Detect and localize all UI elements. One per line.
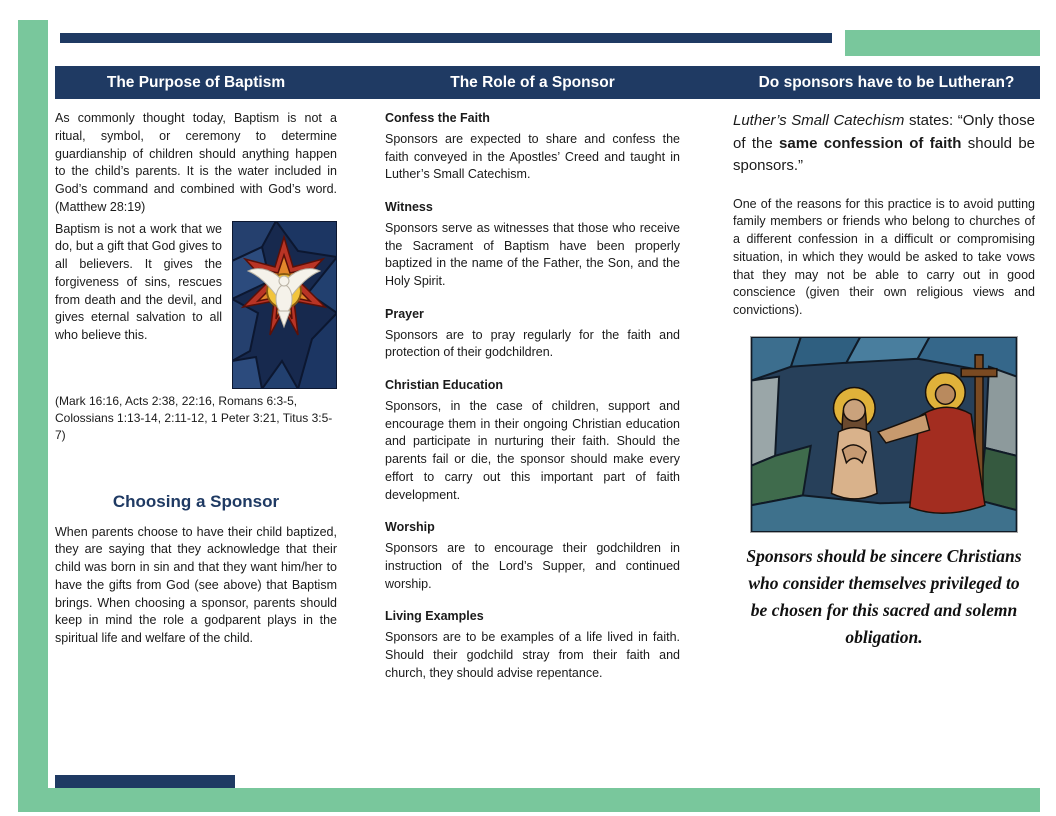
left-green-accent-bar: [18, 20, 48, 812]
choosing-a-sponsor-heading: Choosing a Sponsor: [112, 491, 280, 511]
section-prayer: [385, 306, 680, 362]
scripture-references: (Mark 16:16, Acts 2:38, 22:16, Romans 6:3-5, Colossians 1:13-14, 2:11-12, 1 Peter 3:21, Titus 3:5-7): [55, 393, 333, 442]
bottom-green-accent-bar: [18, 788, 1040, 812]
section-title: Christian Education: [385, 378, 504, 392]
section-body: Sponsors are expected to share and confess the faith conveyed in the Apostles’ Creed and taught in Luther’s Small Catechism.: [385, 131, 680, 182]
section-title: Witness: [385, 200, 433, 214]
section-living-examples: [385, 608, 680, 682]
catechism-quote-mid: states: “Only those of the: [733, 112, 1035, 152]
section-title: Prayer: [385, 306, 424, 321]
baptism-stained-glass-image: [750, 336, 1018, 533]
section-confess-the-faith: [385, 110, 680, 184]
column-header-band: [55, 66, 1040, 99]
section-body: Sponsors are to encourage their godchildren in instruction of the Lord’s Supper, and continued worship.: [385, 541, 680, 591]
section-body: Sponsors, in the case of children, support and encourage them in their ongoing Christian education and participate in nurturing their faith. Should the parents fail or die, the sponsor should make every effort to carry out this important part of faith development.: [385, 398, 680, 502]
purpose-wrap-block: [55, 221, 337, 345]
top-right-green-block: [845, 30, 1040, 56]
purpose-paragraph-1: As commonly thought today, Baptism is not a ritual, symbol, or ceremony to determine guardianship of children should anything happen to the child’s parents. It is the water included in God’s command and combined with God’s word. (Matthew 28:19): [55, 111, 337, 214]
top-navy-rule: [60, 33, 832, 43]
section-worship: [385, 519, 680, 593]
catechism-quote-bold: same confession of faith: [779, 134, 962, 152]
section-title: Living Examples: [385, 609, 484, 624]
sponsor-caption: Sponsors should be sincere Christians who consider themselves privileged to be chosen for this sacred and solemn obligation.: [746, 545, 1022, 648]
section-body: Sponsors serve as witnesses that those who receive the Sacrament of Baptism have been properly baptized in the name of the Father, the Son, and the Holy Spirit.: [385, 220, 680, 288]
section-title: Worship: [385, 520, 435, 535]
column-purpose-of-baptism: [55, 110, 337, 648]
catechism-quote-source: Luther’s Small Catechism: [733, 112, 905, 129]
section-body: Sponsors are to be examples of a life lived in faith. Should their godchild stray from their faith and church, they should advise repentance.: [385, 630, 680, 680]
dove-stained-glass-image: [232, 221, 337, 389]
choosing-sponsor-paragraph: When parents choose to have their child baptized, they are saying that they acknowledge that their child was born in sin and that they want him/her to have the gifts from God (see above) that Baptism brings. When choosing a sponsor, parents should keep in mind the role a godparent plays in the spiritual life and welfare of the child.: [55, 524, 337, 646]
header-sponsors-lutheran: Do sponsors have to be Lutheran?: [758, 74, 1015, 91]
catechism-quote: [733, 110, 1035, 178]
column-sponsors-lutheran: [733, 110, 1035, 651]
lutheran-reason-paragraph: One of the reasons for this practice is to avoid putting family members or friends who belong to churches of a different confession in a difficult or compromising situation, in which they would be asked to take vows that they may not be able to carry out in good conscience (given their own religious views and convictions).: [733, 196, 1035, 317]
section-christian-education: [385, 377, 680, 504]
catechism-quote-end: should be sponsors.”: [733, 134, 1035, 174]
column-role-of-sponsor: [385, 110, 680, 697]
section-title: Confess the Faith: [385, 111, 490, 125]
header-purpose-of-baptism: The Purpose of Baptism: [106, 74, 286, 91]
section-body: Sponsors are to pray regularly for the faith and protection of their godchildren.: [385, 327, 680, 360]
bottom-navy-rule: [55, 775, 235, 788]
purpose-paragraph-2: Baptism is not a work that we do, but a gift that God gives to all believers. It gives the forgiveness of sins, rescues from death and the devil, and gives eternal salvation to all who believe this.: [55, 221, 222, 342]
section-witness: [385, 199, 680, 291]
header-role-of-sponsor: The Role of a Sponsor: [450, 74, 615, 91]
